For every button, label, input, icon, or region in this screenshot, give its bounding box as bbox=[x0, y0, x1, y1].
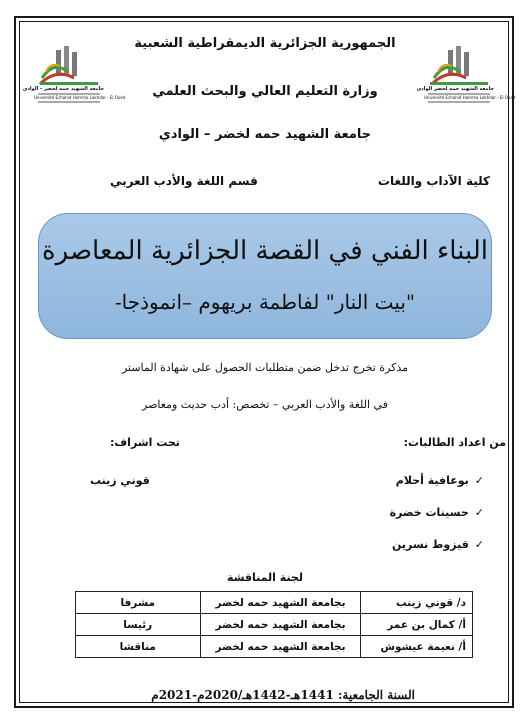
table-row bbox=[76, 592, 473, 614]
checkmark-icon: ✓ bbox=[474, 538, 484, 551]
student-name: حسينات خضرة bbox=[389, 506, 469, 519]
logo-left-caption: جامعة الشهيد حمه لخضر - الوادي bbox=[22, 86, 104, 92]
member-institution: بجامعة الشهيد حمه لخضر bbox=[200, 636, 361, 658]
member-institution: بجامعة الشهيد حمه لخضر bbox=[200, 592, 361, 614]
university-logo-right bbox=[416, 42, 516, 112]
member-name: أ/ كمال بن عمر bbox=[361, 614, 473, 636]
academic-year: السنة الجامعية: 1441هـ-1442هـ/2020م-2021م bbox=[151, 688, 415, 702]
table-row bbox=[76, 614, 473, 636]
student-name: بوعافية أحلام bbox=[395, 474, 469, 487]
thesis-title: البناء الفني في القصة الجزائرية المعاصرة bbox=[42, 236, 488, 266]
student-item bbox=[396, 474, 484, 487]
committee-heading: لجنة المناقشة bbox=[226, 571, 303, 584]
university-logo-icon bbox=[416, 42, 516, 112]
title-box bbox=[38, 213, 492, 339]
member-role: مشرفا bbox=[76, 592, 201, 614]
university-logo-left bbox=[22, 42, 126, 112]
supervisor-heading: تحت اشراف: bbox=[110, 436, 180, 449]
students-heading: من اعداد الطالبات: bbox=[403, 436, 506, 449]
logo-right-caption: جامعة الشهيد حمه لخضر الوادي bbox=[416, 86, 494, 92]
student-item bbox=[392, 538, 484, 551]
republic-line: الجمهورية الجزائرية الديمقراطية الشعبية bbox=[134, 36, 396, 51]
committee-table bbox=[75, 591, 473, 658]
supervisor-name: قوني زينب bbox=[90, 474, 150, 487]
member-role: رئيسا bbox=[76, 614, 201, 636]
table-row bbox=[76, 636, 473, 658]
department-label: قسم اللغة والأدب العربي bbox=[110, 174, 258, 188]
member-role: مناقشا bbox=[76, 636, 201, 658]
memo-line-2: في اللغة والأدب العربي – تخصص: أدب حديث ومعاصر bbox=[142, 398, 388, 411]
logo-right-latin: Université Echahid Hamma Lakhdar - El Oued bbox=[424, 95, 516, 100]
member-name: أ/ نعيمة عيشوش bbox=[361, 636, 473, 658]
memo-line-1: مذكرة تخرج تدخل ضمن متطلبات الحصول على شهادة الماستر bbox=[121, 361, 409, 374]
university-line: جامعة الشهيد حمه لخضر – الوادي bbox=[158, 127, 372, 142]
student-item bbox=[390, 506, 484, 519]
ministry-line: وزارة التعليم العالي والبحث العلمي bbox=[152, 84, 378, 99]
member-name: د/ قوني زينب bbox=[361, 592, 473, 614]
thesis-subtitle: "بيت النار" لفاطمة بريهوم –انموذجا- bbox=[114, 290, 416, 314]
student-name: قيزوط نسرين bbox=[391, 538, 469, 551]
checkmark-icon: ✓ bbox=[474, 506, 484, 519]
logo-left-latin: Université Echahid Hamma Lakhdar - El Oued bbox=[34, 95, 126, 100]
checkmark-icon: ✓ bbox=[474, 474, 484, 487]
member-institution: بجامعة الشهيد حمه لخضر bbox=[200, 614, 361, 636]
university-logo-icon bbox=[22, 42, 126, 112]
faculty-label: كلية الآداب واللغات bbox=[377, 174, 490, 188]
